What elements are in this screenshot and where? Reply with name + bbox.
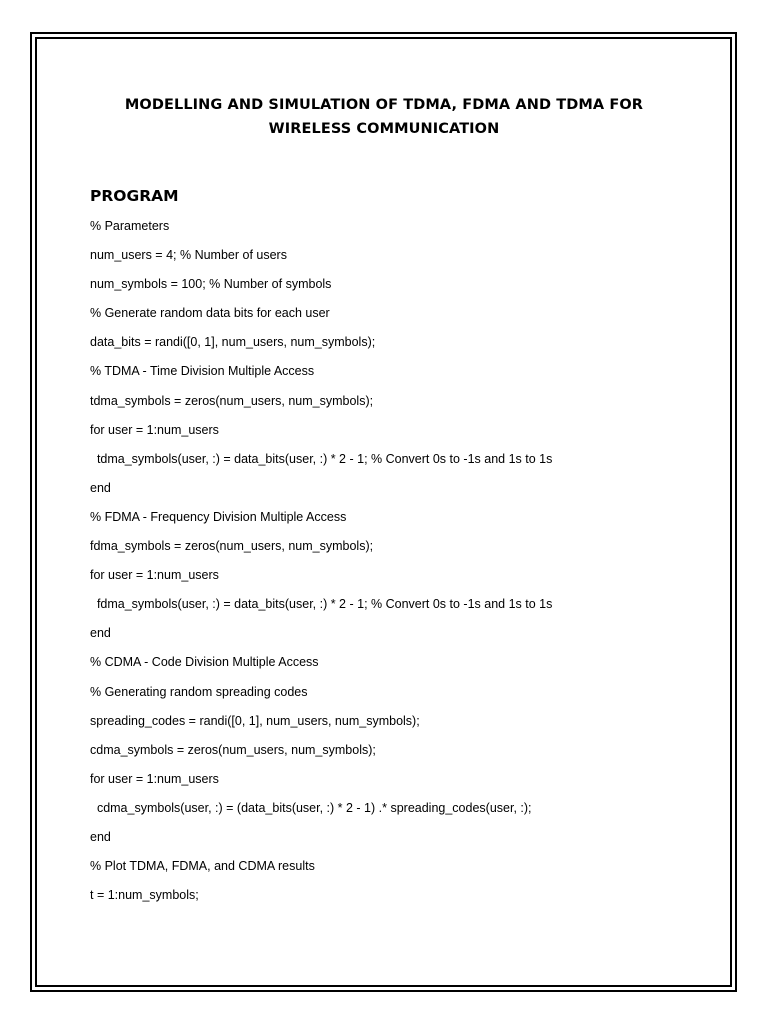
code-line: % FDMA - Frequency Division Multiple Access bbox=[90, 509, 347, 524]
document-title-line-2: WIRELESS COMMUNICATION bbox=[268, 121, 500, 137]
document-title-line-1: MODELLING AND SIMULATION OF TDMA, FDMA AND TDMA FOR bbox=[124, 97, 644, 113]
code-line: end bbox=[90, 480, 111, 495]
code-line: for user = 1:num_users bbox=[90, 771, 219, 786]
code-line: fdma_symbols(user, :) = data_bits(user, :) * 2 - 1; % Convert 0s to -1s and 1s to 1s bbox=[90, 597, 553, 612]
code-line: spreading_codes = randi([0, 1], num_users, num_symbols); bbox=[90, 713, 420, 728]
code-line: for user = 1:num_users bbox=[90, 422, 219, 437]
code-line: fdma_symbols = zeros(num_users, num_symbols); bbox=[90, 539, 374, 554]
code-line: % Parameters bbox=[90, 219, 170, 233]
program-code-block bbox=[90, 216, 552, 914]
section-heading: PROGRAM bbox=[90, 187, 179, 205]
code-line: num_symbols = 100; % Number of symbols bbox=[90, 277, 332, 292]
code-line: end bbox=[90, 626, 111, 641]
document-title bbox=[60, 93, 708, 141]
code-line: num_users = 4; % Number of users bbox=[90, 248, 287, 263]
code-line: % CDMA - Code Division Multiple Access bbox=[90, 655, 319, 670]
code-line: tdma_symbols = zeros(num_users, num_symbols); bbox=[90, 393, 374, 408]
code-line: t = 1:num_symbols; bbox=[90, 888, 199, 903]
code-line: cdma_symbols(user, :) = (data_bits(user, :) * 2 - 1) .* spreading_codes(user, :); bbox=[90, 800, 532, 815]
code-line: % Generating random spreading codes bbox=[90, 684, 308, 699]
code-line: cdma_symbols = zeros(num_users, num_symbols); bbox=[90, 742, 376, 757]
code-line: for user = 1:num_users bbox=[90, 568, 219, 583]
code-line: data_bits = randi([0, 1], num_users, num_symbols); bbox=[90, 335, 376, 350]
code-line: % Generate random data bits for each user bbox=[90, 306, 330, 321]
code-line: % Plot TDMA, FDMA, and CDMA results bbox=[90, 859, 315, 874]
code-line: tdma_symbols(user, :) = data_bits(user, :) * 2 - 1; % Convert 0s to -1s and 1s to 1s bbox=[90, 451, 553, 466]
code-line: end bbox=[90, 829, 111, 844]
code-line: % TDMA - Time Division Multiple Access bbox=[90, 364, 315, 379]
